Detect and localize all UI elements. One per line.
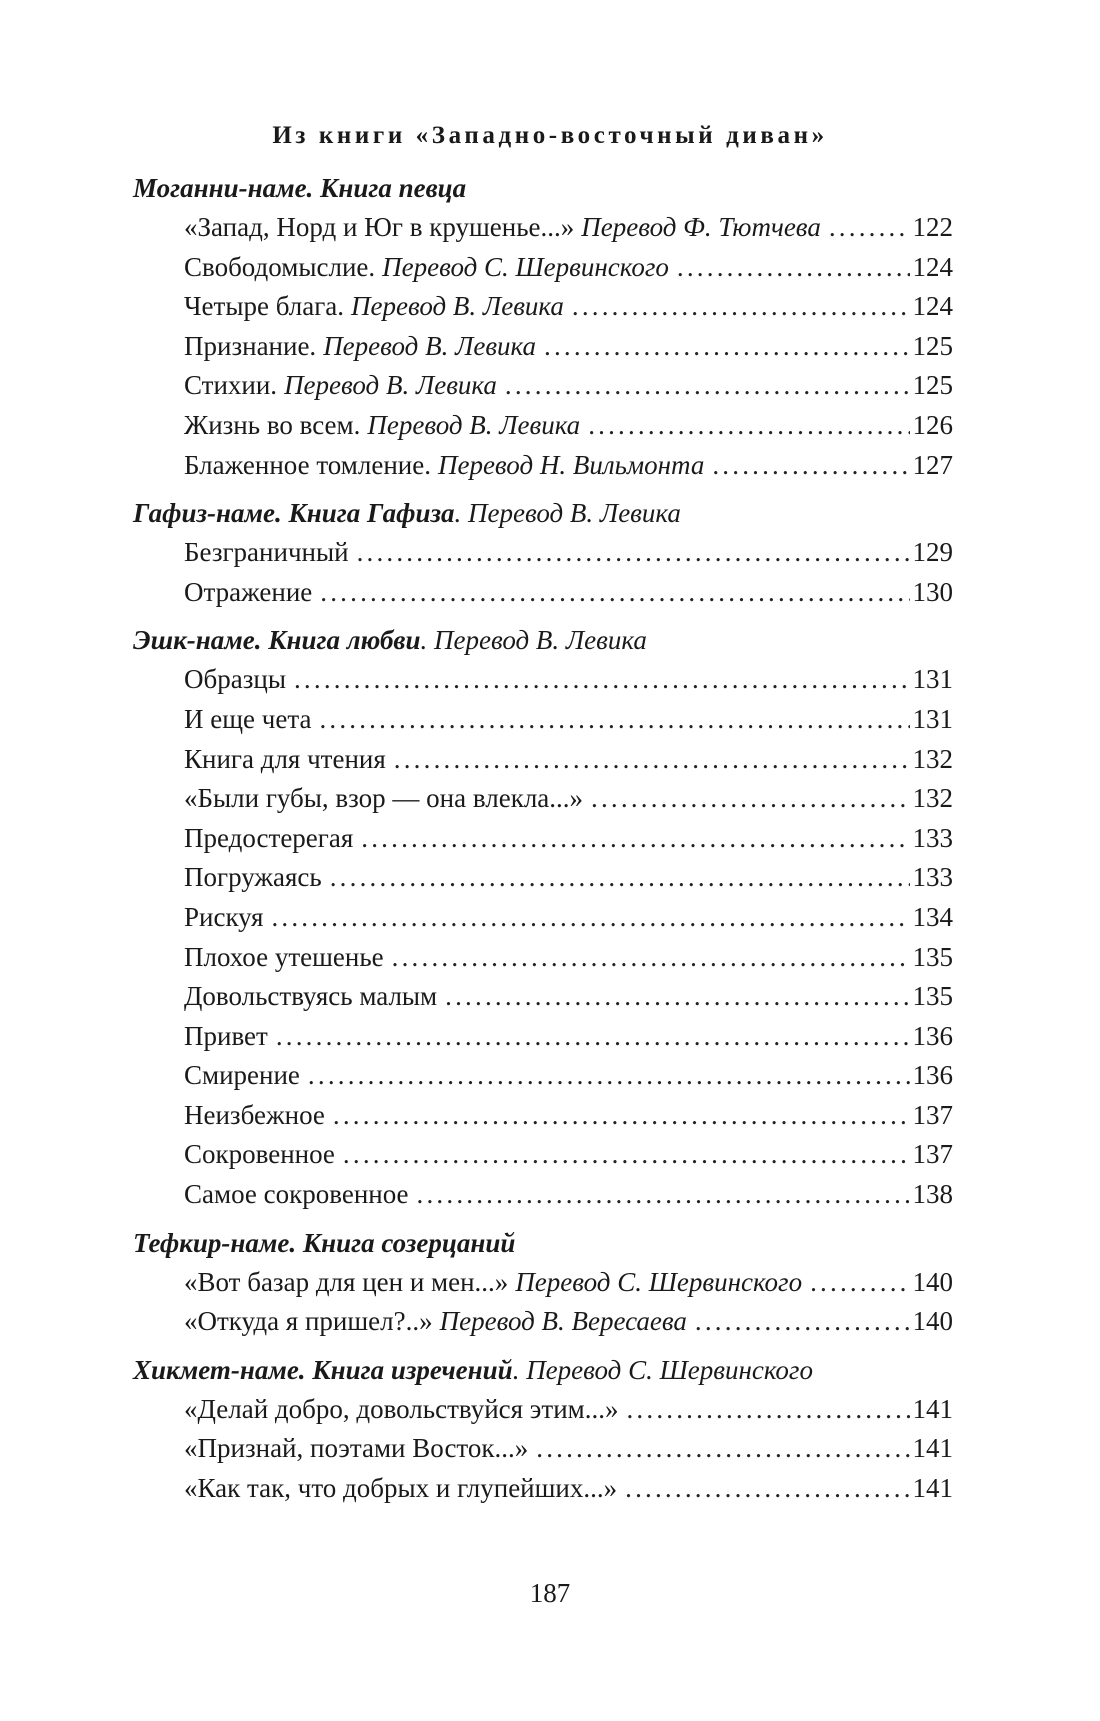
toc-entry	[184, 1429, 953, 1469]
toc-section	[133, 622, 953, 1214]
entry-translator: Перевод В. Левика	[367, 409, 581, 440]
toc-entry	[184, 740, 953, 780]
toc-entry	[184, 858, 953, 898]
toc-entry	[184, 977, 953, 1017]
entry-title: Книга для чтения	[184, 743, 386, 774]
toc-entry	[184, 208, 953, 248]
dot-leader	[361, 819, 909, 859]
section-heading	[133, 170, 953, 208]
section-title: Тефкир-наме. Книга созерцаний	[133, 1227, 516, 1258]
entry-page-number: 124	[912, 251, 953, 282]
entry-page-number: 132	[912, 743, 953, 774]
entry-page-number: 122	[912, 212, 953, 242]
entry-title: «Признай, поэтами Восток...»	[184, 1433, 529, 1464]
entry-title: Свободомыслие.	[184, 251, 376, 282]
dot-leader	[330, 858, 910, 898]
dot-leader	[319, 700, 909, 740]
toc-entry	[184, 287, 953, 327]
toc-entry	[184, 1017, 953, 1057]
section-translator: . Перевод В. Левика	[454, 498, 681, 529]
toc-entry	[184, 1263, 953, 1303]
dot-leader	[829, 208, 910, 248]
entry-page-number: 141	[912, 1393, 953, 1424]
entry-page-number: 124	[912, 291, 953, 322]
entry-page-number: 140	[912, 1266, 953, 1297]
entry-page-number: 137	[912, 1099, 953, 1130]
entry-page-number: 129	[912, 537, 953, 568]
dot-leader	[536, 1429, 909, 1469]
entry-page-number: 134	[912, 901, 953, 932]
entry-title: Предостерегая	[184, 822, 354, 853]
entry-translator: Перевод В. Левика	[351, 291, 564, 322]
entry-page-number: 141	[912, 1433, 953, 1464]
toc-section	[133, 1225, 953, 1342]
section-heading	[133, 622, 953, 660]
entry-translator: Перевод В. Левика	[284, 370, 497, 401]
section-title: Моганни-наме. Книга певца	[133, 173, 467, 203]
entry-title: Четыре блага.	[184, 291, 345, 322]
entry-title: Жизнь во всем.	[184, 409, 361, 440]
entry-page-number: 125	[912, 330, 953, 361]
dot-leader	[271, 898, 909, 938]
toc-entry	[184, 938, 953, 978]
entry-title: «Были губы, взор — она влекла...»	[184, 783, 584, 814]
entry-translator: Перевод С. Шервинского	[515, 1266, 803, 1297]
entry-page-number: 132	[912, 783, 953, 814]
dot-leader	[394, 740, 910, 780]
dot-leader	[357, 533, 910, 573]
toc-entry	[184, 1056, 953, 1096]
entry-page-number: 126	[912, 409, 953, 440]
section-title: Гафиз-наме. Книга Гафиза	[133, 498, 455, 529]
dot-leader	[695, 1302, 910, 1342]
entry-title: «Как так, что добрых и глупейших...»	[184, 1473, 618, 1504]
toc-entry	[184, 366, 953, 406]
toc-entry	[184, 1175, 953, 1215]
entry-title: Признание.	[184, 330, 317, 361]
book-title: Из книги «Западно-восточный диван»	[272, 122, 828, 149]
entry-page-number: 138	[912, 1179, 953, 1210]
entry-title: Сокровенное	[184, 1139, 335, 1170]
entry-title: Неизбежное	[184, 1099, 325, 1130]
entry-page-number: 137	[912, 1139, 953, 1170]
section-heading	[133, 1352, 953, 1390]
entry-page-number: 125	[912, 370, 953, 401]
entry-title: «Вот базар для цен и мен...»	[184, 1266, 509, 1297]
dot-leader	[333, 1096, 910, 1136]
entry-page-number: 127	[912, 449, 953, 480]
entry-page-number: 135	[912, 941, 953, 972]
entry-title: «Откуда я пришел?..»	[184, 1306, 433, 1337]
entry-translator: Перевод В. Вересаева	[439, 1306, 687, 1337]
entry-page-number: 133	[912, 822, 953, 853]
toc-section	[133, 170, 953, 485]
entry-translator: Перевод Ф. Тютчева	[581, 212, 821, 242]
entry-page-number: 133	[912, 862, 953, 893]
toc-entry	[184, 779, 953, 819]
toc-entry	[184, 660, 953, 700]
table-of-contents	[133, 170, 953, 1519]
toc-entry	[184, 533, 953, 573]
section-translator: . Перевод В. Левика	[420, 625, 647, 656]
entry-title: Стихии.	[184, 370, 278, 401]
dot-leader	[308, 1056, 910, 1096]
section-heading	[133, 1225, 953, 1263]
toc-entry	[184, 248, 953, 288]
section-title: Хикмет-наме. Книга изречений	[133, 1354, 513, 1385]
toc-entry	[184, 1135, 953, 1175]
entry-translator: Перевод Н. Вильмонта	[437, 449, 705, 480]
dot-leader	[392, 938, 910, 978]
toc-entry	[184, 1390, 953, 1430]
entry-page-number: 136	[912, 1060, 953, 1091]
section-translator: . Перевод С. Шервинского	[512, 1354, 813, 1385]
dot-leader	[677, 248, 910, 288]
dot-leader	[572, 287, 910, 327]
page-number: 187	[529, 1578, 571, 1608]
toc-entry	[184, 1302, 953, 1342]
entry-page-number: 141	[912, 1473, 953, 1504]
entry-title: Блаженное томление.	[184, 449, 431, 480]
entry-title: Самое сокровенное	[184, 1179, 409, 1210]
toc-entry	[184, 819, 953, 859]
entry-title: Образцы	[184, 664, 286, 695]
toc-entry	[184, 327, 953, 367]
entry-page-number: 131	[912, 703, 953, 734]
entry-title: И еще чета	[184, 703, 312, 734]
dot-leader	[505, 366, 910, 406]
section-heading	[133, 495, 953, 533]
entry-title: Привет	[184, 1020, 268, 1051]
entry-title: Смирение	[184, 1060, 300, 1091]
toc-section	[133, 495, 953, 612]
toc-section	[133, 1352, 953, 1509]
dot-leader	[276, 1017, 910, 1057]
toc-entry	[184, 1469, 953, 1509]
toc-entry	[184, 1096, 953, 1136]
toc-entry	[184, 700, 953, 740]
entry-title: Погружаясь	[184, 862, 322, 893]
toc-entry	[184, 406, 953, 446]
toc-entry	[184, 573, 953, 613]
dot-leader	[810, 1263, 909, 1303]
entry-page-number: 140	[912, 1306, 953, 1337]
dot-leader	[320, 573, 909, 613]
dot-leader	[294, 660, 910, 700]
dot-leader	[417, 1175, 910, 1215]
entry-page-number: 135	[912, 981, 953, 1012]
dot-leader	[626, 1390, 909, 1430]
entry-title: «Запад, Норд и Юг в крушенье...»	[184, 212, 575, 242]
dot-leader	[445, 977, 909, 1017]
dot-leader	[712, 446, 909, 486]
entry-translator: Перевод В. Левика	[323, 330, 537, 361]
dot-leader	[544, 327, 909, 367]
dot-leader	[343, 1135, 910, 1175]
dot-leader	[625, 1469, 909, 1509]
section-title: Эшк-наме. Книга любви	[133, 625, 421, 656]
entry-page-number: 136	[912, 1020, 953, 1051]
entry-page-number: 130	[912, 576, 953, 607]
dot-leader	[588, 406, 909, 446]
entry-title: Отражение	[184, 576, 313, 607]
entry-title: Рискуя	[184, 901, 264, 932]
entry-title: Безграничный	[184, 537, 349, 568]
toc-entry	[184, 898, 953, 938]
entry-title: Плохое утешенье	[184, 941, 384, 972]
dot-leader	[591, 779, 909, 819]
entry-title: «Делай добро, довольствуйся этим...»	[184, 1393, 619, 1424]
entry-title: Довольствуясь малым	[184, 981, 438, 1012]
entry-translator: Перевод С. Шервинского	[382, 251, 669, 282]
toc-entry	[184, 446, 953, 486]
entry-page-number: 131	[912, 664, 953, 695]
